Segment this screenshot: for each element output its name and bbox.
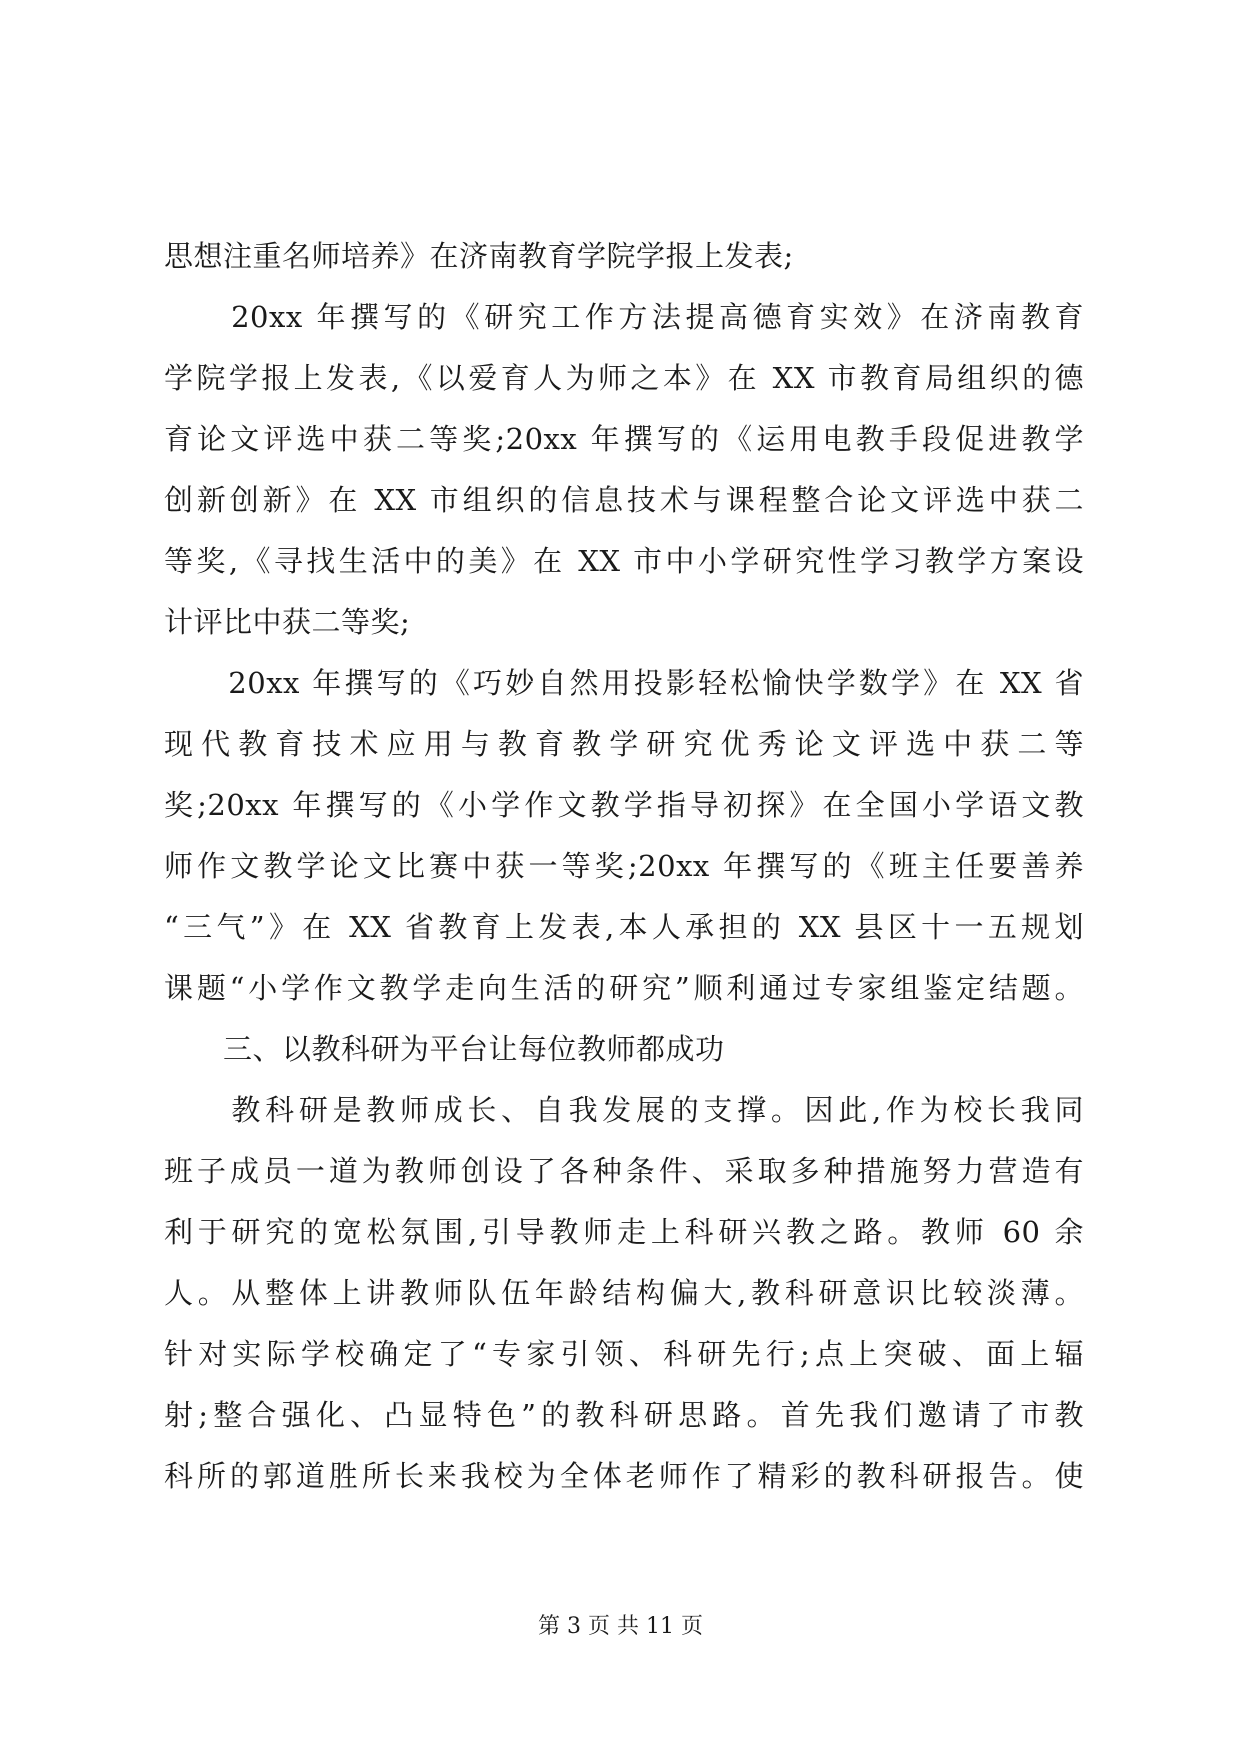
text-line: 思想注重名师培养》在济南教育学院学报上发表;: [164, 239, 794, 273]
text-line: 课题“小学作文教学走向生活的研究”顺利通过专家组鉴定结题。: [164, 971, 1084, 1005]
text-line: “三气”》在 XX 省教育上发表,本人承担的 XX 县区十一五规划: [164, 910, 1084, 944]
text-line: 三、以教科研为平台让每位教师都成功: [164, 1032, 725, 1066]
text-line: 育论文评选中获二等奖;20xx 年撰写的《运用电教手段促进教学: [164, 422, 1084, 456]
body-text: [164, 226, 1084, 1507]
text-line: 人。从整体上讲教师队伍年龄结构偏大,教科研意识比较淡薄。: [164, 1276, 1084, 1310]
text-line: 科所的郭道胜所长来我校为全体老师作了精彩的教科研报告。使: [164, 1459, 1084, 1493]
text-line: 师作文教学论文比赛中获一等奖;20xx 年撰写的《班主任要善养: [164, 849, 1084, 883]
text-line: 20xx 年撰写的《研究工作方法提高德育实效》在济南教育: [164, 300, 1084, 334]
text-line: 利于研究的宽松氛围,引导教师走上科研兴教之路。教师 60 余: [164, 1215, 1084, 1249]
text-line: 针对实际学校确定了“专家引领、科研先行;点上突破、面上辐: [164, 1337, 1084, 1371]
text-line: 奖;20xx 年撰写的《小学作文教学指导初探》在全国小学语文教: [164, 788, 1084, 822]
text-line: 学院学报上发表,《以爱育人为师之本》在 XX 市教育局组织的德: [164, 361, 1084, 395]
text-line: 20xx 年撰写的《巧妙自然用投影轻松愉快学数学》在 XX 省: [164, 666, 1084, 700]
text-line: 班子成员一道为教师创设了各种条件、采取多种措施努力营造有: [164, 1154, 1084, 1188]
text-line: 教科研是教师成长、自我发展的支撑。因此,作为校长我同: [164, 1093, 1084, 1127]
text-line: 等奖,《寻找生活中的美》在 XX 市中小学研究性学习教学方案设: [164, 544, 1084, 578]
text-line: 射;整合强化、凸显特色”的教科研思路。首先我们邀请了市教: [164, 1398, 1084, 1432]
text-line: 现代教育技术应用与教育教学研究优秀论文评选中获二等: [164, 727, 1084, 761]
text-line: 创新创新》在 XX 市组织的信息技术与课程整合论文评选中获二: [164, 483, 1084, 517]
page-number-footer: 第 3 页 共 11 页: [538, 1614, 703, 1639]
text-line: 计评比中获二等奖;: [164, 605, 411, 639]
